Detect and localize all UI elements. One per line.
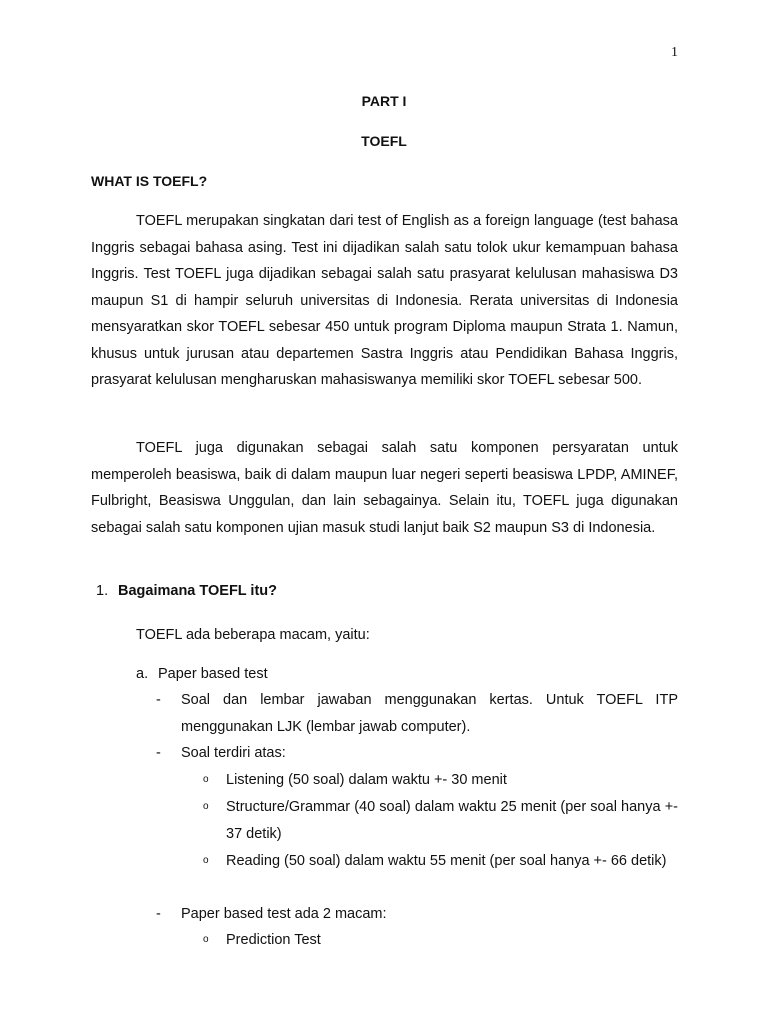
circle-item-text: Listening (50 soal) dalam waktu +- 30 menit bbox=[226, 772, 507, 788]
paragraph-1: TOEFL merupakan singkatan dari test of English as a foreign language (test bahasa Inggris sebagai bahasa asing. Test ini dijadikan salah satu tolok ukur kemampuan bahasa Inggris. Test TOEFL juga dijadikan sebagai salah satu prasyarat kelulusan mahasiswa D3 maupun S1 di hampir seluruh universitas di Indonesia. Rerata universitas di Indonesia mensyaratkan skor TOEFL sebesar 450 untuk program Diploma maupun Strata 1. Namun, khusus untuk jurusan atau departemen Sastra Inggris atau Pendidikan Bahasa Inggris, prasyarat kelulusan mengharuskan mahasiswanya memiliki skor TOEFL sebesar 500. bbox=[91, 213, 678, 388]
question-number: 1. bbox=[96, 583, 109, 599]
numbered-question bbox=[96, 583, 277, 599]
question-text: Bagaimana TOEFL itu? bbox=[118, 583, 277, 599]
dash-list-item bbox=[156, 687, 678, 740]
circle-bullet: o bbox=[203, 934, 209, 945]
circle-list-item bbox=[203, 794, 678, 847]
circle-item-text: Reading (50 soal) dalam waktu 55 menit (per soal hanya +- 66 detik) bbox=[226, 853, 667, 869]
dash-bullet: - bbox=[156, 906, 161, 922]
part-title: TOEFL bbox=[361, 133, 407, 149]
circle-bullet: o bbox=[203, 855, 209, 866]
dash-list-item bbox=[156, 740, 678, 767]
circle-list-item bbox=[203, 767, 678, 794]
circle-list-item bbox=[203, 848, 678, 875]
page-number: 1 bbox=[671, 45, 678, 60]
section-heading: WHAT IS TOEFL? bbox=[91, 173, 208, 189]
dash-bullet: - bbox=[156, 745, 161, 761]
sub-item-marker: a. bbox=[136, 666, 149, 682]
dash-item-text: Soal terdiri atas: bbox=[181, 745, 286, 761]
circle-item-text: Prediction Test bbox=[226, 932, 321, 948]
circle-bullet: o bbox=[203, 801, 209, 812]
part-heading: PART I bbox=[361, 93, 407, 109]
dash-bullet: - bbox=[156, 692, 161, 708]
dash-item-text: Soal dan lembar jawaban menggunakan kertas. Untuk TOEFL ITP menggunakan LJK (lembar jawab computer). bbox=[181, 692, 678, 735]
dash-item-text: Paper based test ada 2 macam: bbox=[181, 906, 387, 922]
paragraph-2: TOEFL juga digunakan sebagai salah satu komponen persyaratan untuk memperoleh beasiswa, baik di dalam maupun luar negeri seperti beasiswa LPDP, AMINEF, Fulbright, Beasiswa Unggulan, dan lain sebagainya. Selain itu, TOEFL juga digunakan sebagai salah satu komponen ujian masuk studi lanjut baik S2 maupun S3 di Indonesia. bbox=[91, 440, 678, 536]
circle-list-item bbox=[203, 927, 678, 954]
sub-item-text: Paper based test bbox=[158, 666, 268, 682]
intro-line: TOEFL ada beberapa macam, yaitu: bbox=[136, 627, 370, 643]
circle-bullet: o bbox=[203, 774, 209, 785]
sub-item-a bbox=[136, 661, 268, 688]
circle-item-text: Structure/Grammar (40 soal) dalam waktu 25 menit (per soal hanya +- 37 detik) bbox=[226, 799, 678, 842]
dash-list-item bbox=[156, 901, 678, 928]
